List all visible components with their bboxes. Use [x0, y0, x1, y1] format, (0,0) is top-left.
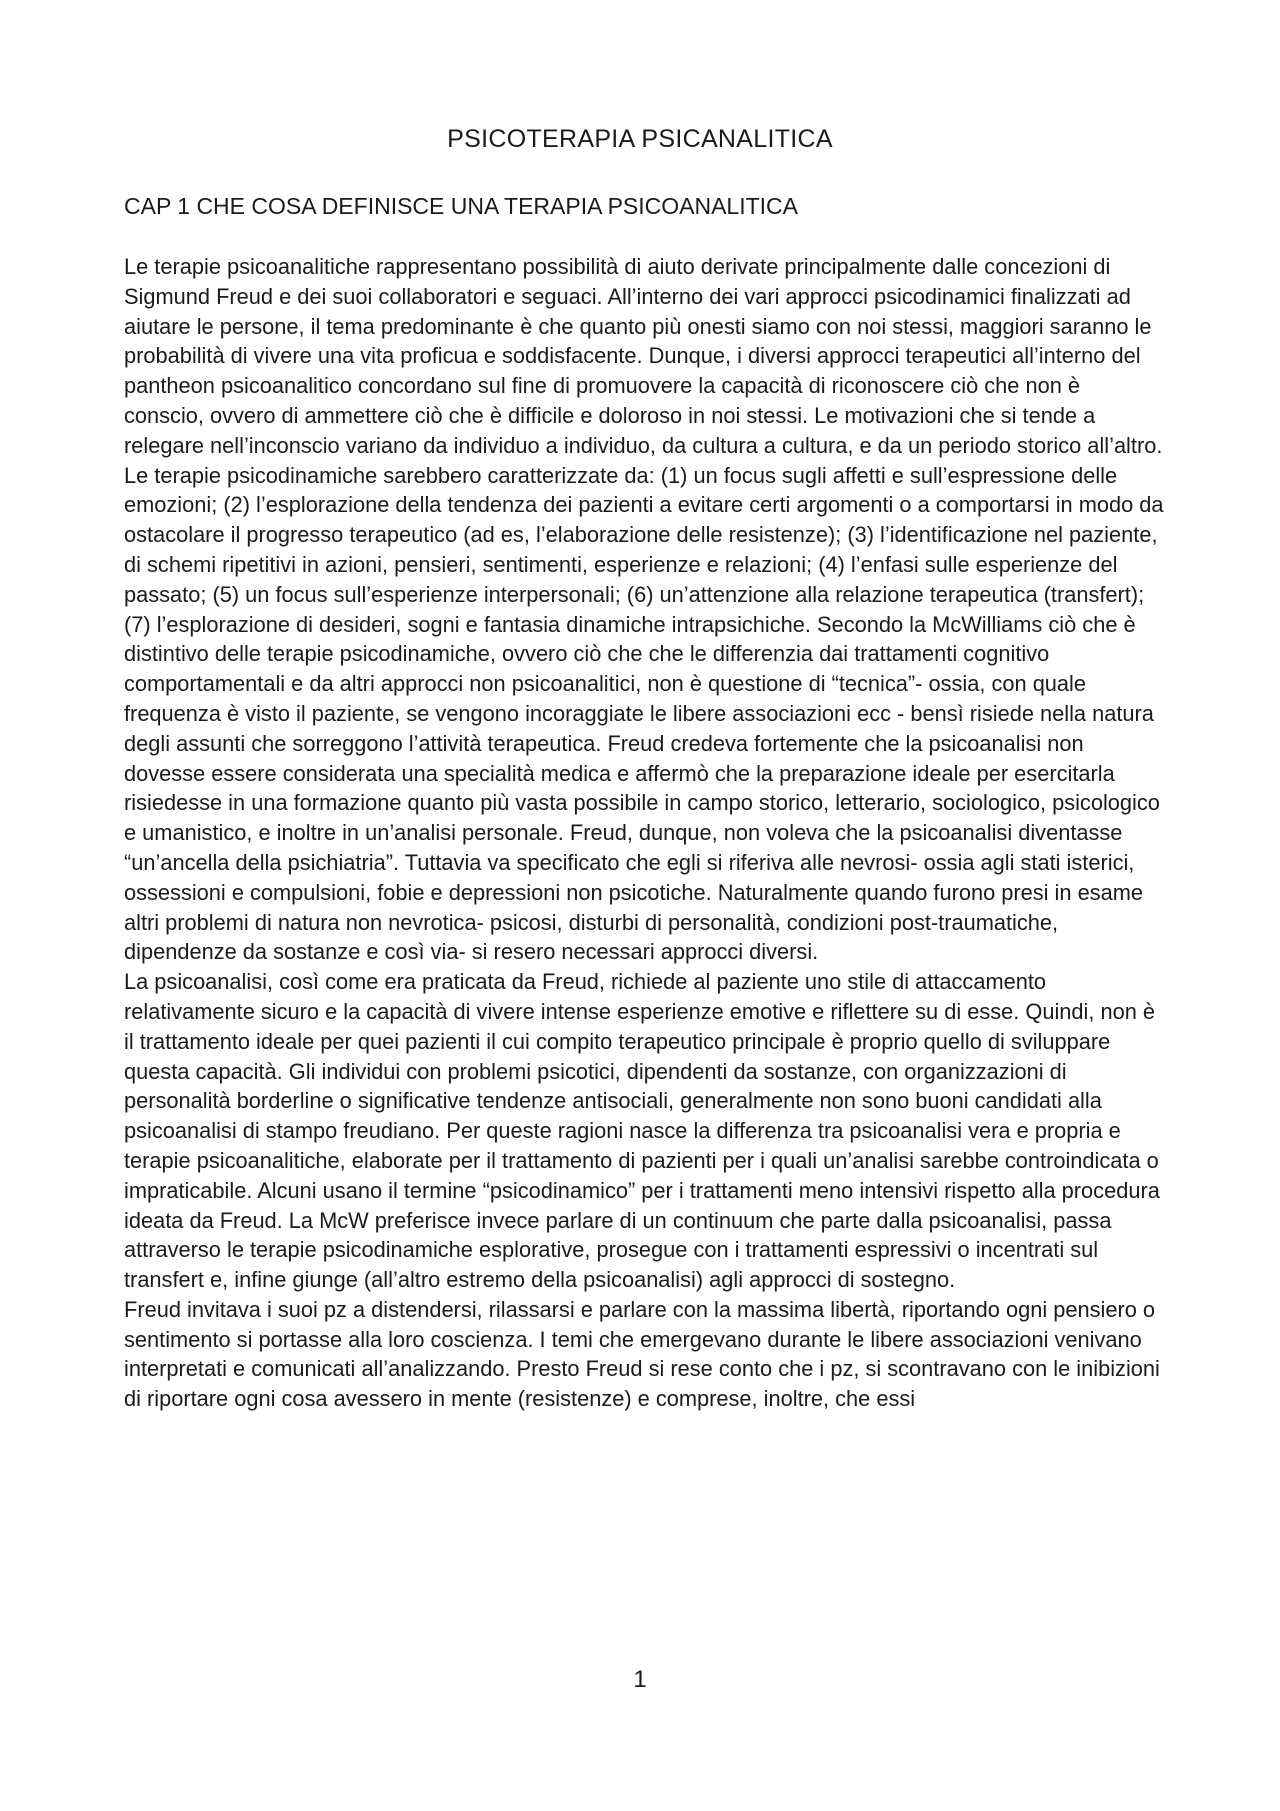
document-title: PSICOTERAPIA PSICANALITICA: [447, 125, 833, 153]
paragraph-2: La psicoanalisi, così come era praticata da Freud, richiede al paziente uno stile di attaccamento relativamente sicuro e la capacità di vivere intense esperienze emotive e riflettere su di esse. Quindi, non è il trattamento ideale per quei pazienti il cui compito terapeutico principale è proprio quello di sviluppare questa capacità. Gli individui con problemi psicotici, dipendenti da sostanze, con organizzazioni di personalità borderline o significative tendenze antisociali, generalmente non sono buoni candidati alla psicoanalisi di stampo freudiano. Per queste ragioni nasce la differenza tra psicoanalisi vera e propria e terapie psicoanalitiche, elaborate per il trattamento di pazienti per i quali un’analisi sarebbe controindicata o impraticabile. Alcuni usano il termine “psicodinamico” per i trattamenti meno intensivi rispetto alla procedura ideata da Freud. La McW preferisce invece parlare di un continuum che parte dalla psicoanalisi, passa attraverso le terapie psicodinamiche esplorative, prosegue con i trattamenti espressivi o incentrati sul transfert e, infine giunge (all’altro estremo della psicoanalisi) agli approcci di sostegno.: [124, 969, 1160, 1293]
paragraph-3: Freud invitava i suoi pz a distendersi, rilassarsi e parlare con la massima libertà, riportando ogni pensiero o sentimento si portasse alla loro coscienza. I temi che emergevano durante le libere associazioni venivano interpretati e comunicati all’analizzando. Presto Freud si rese conto che i pz, si scontravano con le inibizioni di riportare ogni cosa avessero in mente (resistenze) e comprese, inoltre, che essi: [124, 1296, 1160, 1412]
body-text: [124, 252, 1164, 1414]
paragraph-1: Le terapie psicoanalitiche rappresentano possibilità di aiuto derivate principalmente dalle concezioni di Sigmund Freud e dei suoi collaboratori e seguaci. All’interno dei vari approcci psicodinamici finalizzati ad aiutare le persone, il tema predominante è che quanto più onesti siamo con noi stessi, maggiori saranno le probabilità di vivere una vita proficua e soddisfacente. Dunque, i diversi approcci terapeutici all’interno del pantheon psicoanalitico concordano sul fine di promuovere la capacità di riconoscere ciò che non è conscio, ovvero di ammettere ciò che è difficile e doloroso in noi stessi. Le motivazioni che si tende a relegare nell’inconscio variano da individuo a individuo, da cultura a cultura, e da un periodo storico all’altro. Le terapie psicodinamiche sarebbero caratterizzate da: (1) un focus sugli affetti e sull’espressione delle emozioni; (2) l’esplorazione della tendenza dei pazienti a evitare certi argomenti o a comportarsi in modo da ostacolare il progresso terapeutico (ad es, l’elaborazione delle resistenze); (3) l’identificazione nel paziente, di schemi ripetitivi in azioni, pensieri, sentimenti, esperienze e relazioni; (4) l’enfasi sulle esperienze del passato; (5) un focus sull’esperienze interpersonali; (6) un’attenzione alla relazione terapeutica (transfert); (7) l’esplorazione di desideri, sogni e fantasia dinamiche intrapsichiche. Secondo la McWilliams ciò che è distintivo delle terapie psicodinamiche, ovvero ciò che che le differenzia dai trattamenti cognitivo comportamentali e da altri approcci non psicoanalitici, non è questione di “tecnica”- ossia, con quale frequenza è visto il paziente, se vengono incoraggiate le libere associazioni ecc - bensì risiede nella natura degli assunti che sorreggono l’attività terapeutica. Freud credeva fortemente che la psicoanalisi non dovesse essere considerata una specialità medica e affermò che la preparazione ideale per esercitarla risiedesse in una formazione quanto più vasta possibile in campo storico, letterario, sociologico, psicologico e umanistico, e inoltre in un’analisi personale. Freud, dunque, non voleva che la psicoanalisi diventasse “un’ancella della psichiatria”. Tuttavia va specificato che egli si riferiva alle nevrosi- ossia agli stati isterici, ossessioni e compulsioni, fobie e depressioni non psicotiche. Naturalmente quando furono presi in esame altri problemi di natura non nevrotica- psicosi, disturbi di personalità, condizioni post-traumatiche, dipendenze da sostanze e così via- si resero necessari approcci diversi.: [124, 254, 1164, 965]
page-number: 1: [633, 1666, 647, 1693]
chapter-heading: CAP 1 CHE COSA DEFINISCE UNA TERAPIA PSICOANALITICA: [124, 193, 799, 219]
